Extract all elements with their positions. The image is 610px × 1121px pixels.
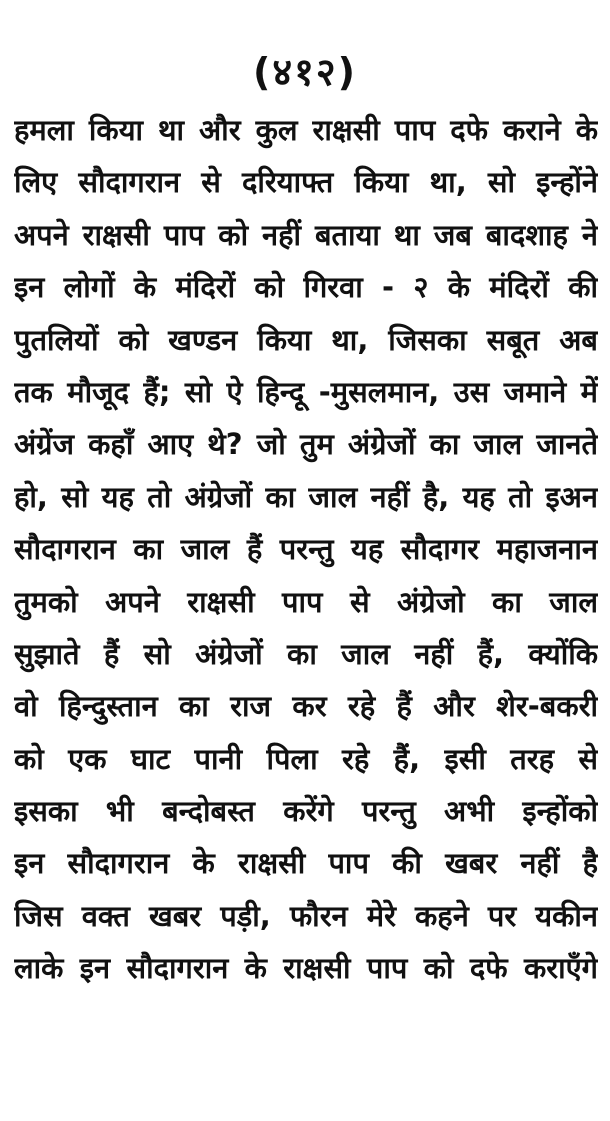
text-line: पुतलियों को खण्डन किया था, जिसका सबूत अब <box>14 322 598 357</box>
text-line: इसका भी बन्दोबस्त करेंगे परन्तु अभी इन्होंको <box>14 794 598 829</box>
text-line: सुझाते हैं सो अंग्रेजों का जाल नहीं हैं, क्योंकि <box>14 636 598 671</box>
text-line: अपने राक्षसी पाप को नहीं बताया था जब बादशाह ने <box>14 217 598 252</box>
text-line: लिए सौदागरान से दरियाफ्त किया था, सो इन्होंने <box>14 165 598 200</box>
body-text <box>14 104 598 995</box>
text-line: वो हिन्दुस्तान का राज कर रहे हैं और शेर-बकरी <box>14 689 598 724</box>
text-line: तक मौजूद हैं; सो ऐ हिन्दू -मुसलमान, उस जमाने में <box>14 374 598 409</box>
page-number: (४१२) <box>252 50 357 94</box>
text-line: हो, सो यह तो अंग्रेजों का जाल नहीं है, यह तो इअन <box>14 479 598 514</box>
text-line: इन लोगों के मंदिरों को गिरवा - २ के मंदिरों की <box>14 270 598 305</box>
text-line: इन सौदागरान के राक्षसी पाप की खबर नहीं है <box>14 846 598 881</box>
text-line: लाके इन सौदागरान के राक्षसी पाप को दफे कराएँगे <box>14 951 598 986</box>
text-line: जिस वक्त खबर पड़ी, फौरन मेरे कहने पर यकीन <box>14 898 598 933</box>
text-line: अंग्रेंज कहाँ आए थे? जो तुम अंग्रेजों का जाल जानते <box>14 427 598 462</box>
text-line: सौदागरान का जाल हैं परन्तु यह सौदागर महाजनान <box>14 532 598 567</box>
text-line: हमला किया था और कुल राक्षसी पाप दफे कराने के <box>14 113 598 147</box>
text-line: को एक घाट पानी पिला रहे हैं, इसी तरह से <box>14 741 598 776</box>
text-line: तुमको अपने राक्षसी पाप से अंग्रेजो का जाल <box>14 584 598 619</box>
